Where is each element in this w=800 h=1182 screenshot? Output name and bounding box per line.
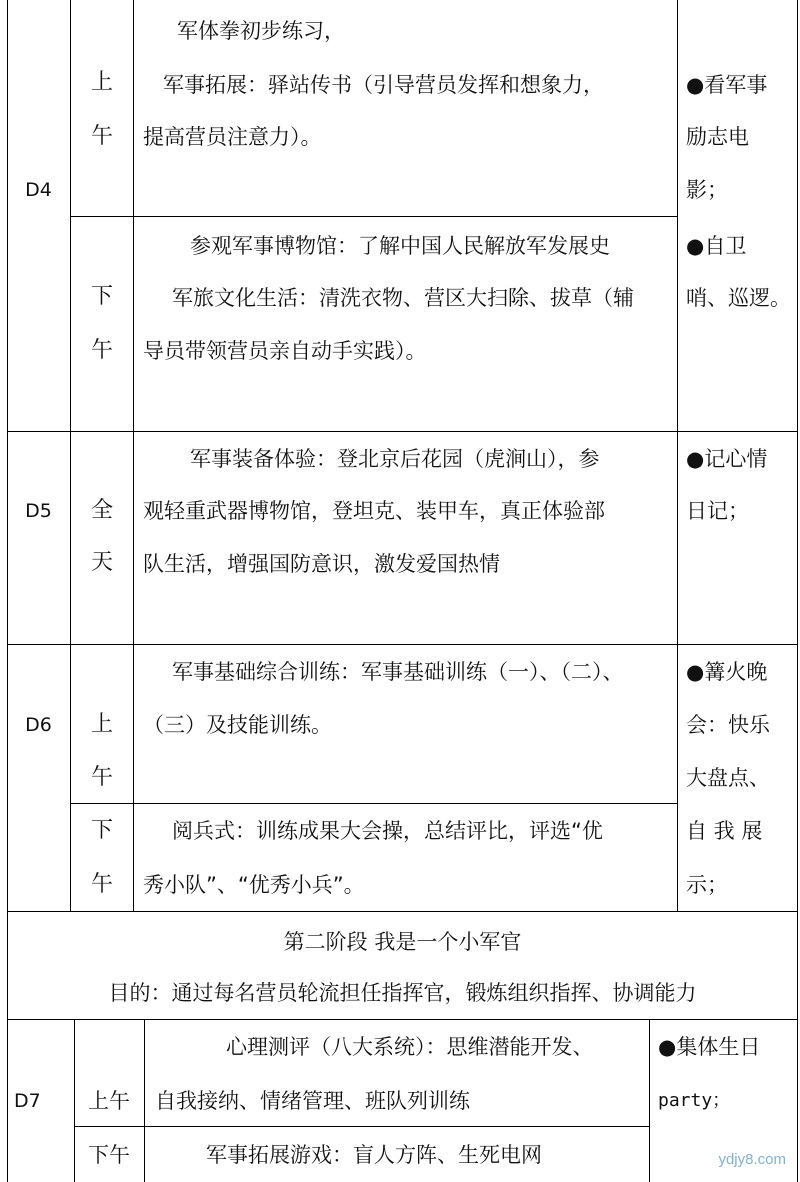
col-divider-2 <box>133 0 134 912</box>
activity-line: 参观军事博物馆：了解中国人民解放军发展史 <box>190 234 610 258</box>
activity-line: 导员带领营员亲自动手实践）。 <box>143 339 427 363</box>
activity-line: 军事装备体验：登北京后花园（虎涧山），参 <box>190 447 600 471</box>
activity-line: 阅兵式：训练成果大会操，总结评比，评选“优 <box>172 819 603 843</box>
period-label-d4-pm-2: 午 <box>90 338 113 363</box>
activity-line: 队生活，增强国防意识，激发爱国热情 <box>143 552 500 576</box>
stage-purpose: 目的：通过每名营员轮流担任指挥官，锻炼组织指挥、协调能力 <box>108 981 697 1005</box>
evening-line: 大盘点、 <box>686 766 770 790</box>
evening-line: party； <box>658 1090 731 1111</box>
evening-line: 示； <box>686 873 728 897</box>
period-label-d7-pm: 下午 <box>88 1143 130 1167</box>
row-divider-d6-stage <box>7 911 798 912</box>
activity-line: 心理测评（八大系统）：思维潜能开发、 <box>226 1035 594 1059</box>
row-divider-d4-d5 <box>7 431 798 432</box>
evening-line: 会：快乐 <box>686 713 770 737</box>
period-label-d4-pm-1: 下 <box>90 284 113 309</box>
watermark: ydjy8.com <box>718 1151 786 1168</box>
col-divider-3 <box>677 0 678 912</box>
row-divider-d4-mid <box>70 216 678 217</box>
evening-line: ●自卫 <box>686 234 747 258</box>
period-label-d5-2: 天 <box>90 550 113 575</box>
day-label-d7: D7 <box>14 1090 41 1112</box>
period-label-d6-pm-2: 午 <box>90 872 113 897</box>
day-label-d6: D6 <box>25 714 52 736</box>
period-label-d4-am-1: 上 <box>90 70 113 95</box>
row-divider-d5-d6 <box>7 644 798 645</box>
activity-line: 军旅文化生活：清洗衣物、营区大扫除、拔草（辅 <box>172 286 634 310</box>
stage-title: 第二阶段 我是一个小军官 <box>283 930 522 954</box>
activity-line: 自我接纳、情绪管理、班队列训练 <box>155 1089 470 1113</box>
activity-line: 提高营员注意力）。 <box>143 125 322 149</box>
activity-line: 军事拓展游戏：盲人方阵、生死电网 <box>206 1143 542 1167</box>
row-divider-d6-mid <box>70 803 678 804</box>
col-divider-d7-2 <box>144 1019 145 1182</box>
row-divider-d7-mid <box>74 1126 650 1127</box>
activity-line: （三）及技能训练。 <box>143 713 332 737</box>
activity-line: 秀小队”、“优秀小兵”。 <box>143 873 365 897</box>
activity-line: 观轻重武器博物馆，登坦克、装甲车，真正体验部 <box>143 499 605 523</box>
period-label-d6-am-2: 午 <box>90 765 113 790</box>
row-divider-stage-d7 <box>7 1019 798 1020</box>
day-label-d5: D5 <box>25 500 52 522</box>
activity-line: 军事基础综合训练：军事基础训练（一）、（二）、 <box>172 660 624 684</box>
evening-line: ●看军事 <box>686 73 768 97</box>
col-divider-d7-3 <box>649 1019 650 1182</box>
evening-line: 日记； <box>686 499 749 523</box>
evening-line: 哨、巡逻。 <box>686 286 791 310</box>
evening-line: 自 我 展 <box>686 819 763 843</box>
period-label-d6-am-1: 上 <box>90 712 113 737</box>
period-label-d6-pm-1: 下 <box>90 818 113 843</box>
evening-line: 影； <box>686 178 728 202</box>
period-label-d7-am: 上午 <box>88 1089 130 1113</box>
evening-line: ●记心情 <box>686 447 768 471</box>
day-label-d4: D4 <box>25 179 52 201</box>
activity-line: 军事拓展：驿站传书（引导营员发挥和想象力， <box>163 73 604 97</box>
evening-line: ●集体生日 <box>658 1035 761 1059</box>
activity-line: 军体拳初步练习， <box>177 19 345 43</box>
col-divider-1 <box>70 0 71 912</box>
period-label-d4-am-2: 午 <box>90 124 113 149</box>
evening-line: 励志电 <box>686 125 749 149</box>
evening-line: ●篝火晚 <box>686 660 768 684</box>
period-label-d5-1: 全 <box>90 498 113 523</box>
